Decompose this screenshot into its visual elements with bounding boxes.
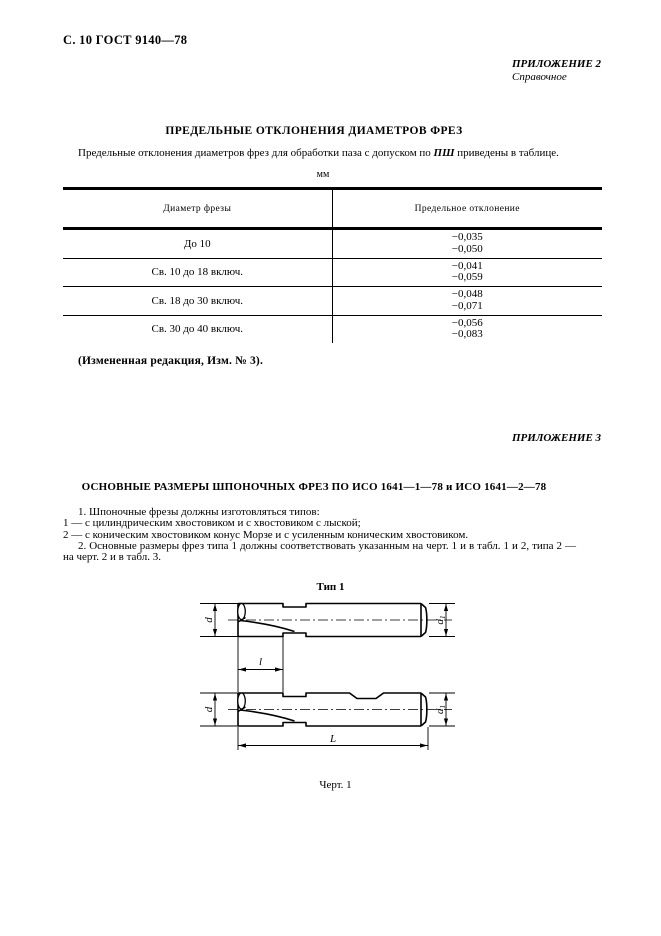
table-header-deviation: Предельное отклонение: [332, 189, 602, 229]
section1-title: ПРЕДЕЛЬНЫЕ ОТКЛОНЕНИЯ ДИАМЕТРОВ ФРЕЗ: [165, 125, 463, 137]
intro-text-after: приведены в таблице.: [454, 147, 559, 159]
deviation-lower: −0,083: [451, 328, 483, 341]
table-row: [63, 287, 602, 316]
deviation-lower: −0,050: [451, 242, 483, 255]
dim-label-d1-top: d1: [434, 615, 447, 625]
appendix-2-block: [512, 58, 601, 84]
section2-title: ОСНОВНЫЕ РАЗМЕРЫ ШПОНОЧНЫХ ФРЕЗ ПО ИСО 1641—1—78 и ИСО 1641—2—78: [81, 481, 547, 493]
list-line: 2 — с коническим хвостовиком конус Морзе и с усиленным коническим хвостовиком.: [63, 528, 469, 541]
table-header-diameter: Диаметр фрезы: [63, 189, 332, 229]
cell-diameter: Св. 30 до 40 включ.: [63, 315, 332, 343]
list-line: 1. Шпоночные фрезы должны изготовляться типов:: [78, 506, 320, 518]
revision-note: (Измененная редакция, Изм. № 3).: [78, 355, 264, 367]
appendix-2-subtitle: Справочное: [512, 71, 567, 83]
dim-label-d-bottom: d: [203, 706, 215, 713]
cell-deviation: [332, 287, 602, 316]
dim-label-l: l: [258, 656, 263, 668]
appendix-3-block: [512, 432, 601, 445]
table-row: [63, 229, 602, 259]
intro-tolerance-code: ПШ: [433, 147, 455, 159]
cell-diameter: Св. 10 до 18 включ.: [63, 258, 332, 287]
figure-type-label: Тип 1: [316, 581, 345, 593]
cell-deviation: [332, 315, 602, 343]
cell-deviation: [332, 258, 602, 287]
appendix-3-title: ПРИЛОЖЕНИЕ 3: [512, 432, 602, 444]
deviation-lower: −0,071: [451, 299, 483, 312]
deviation-upper: −0,048: [451, 288, 483, 301]
table-row: [63, 315, 602, 343]
table-header-row: [63, 189, 602, 229]
end-tooth-lens-top: [238, 604, 246, 620]
intro-text-before: Предельные отклонения диаметров фрез для обработки паза с допуском по: [78, 147, 434, 159]
end-tooth-lens-bottom: [238, 693, 246, 709]
page-number-gost-header: С. 10 ГОСТ 9140—78: [63, 33, 188, 47]
deviation-lower: −0,059: [451, 271, 483, 284]
figure-caption: Черт. 1: [319, 779, 352, 791]
cell-diameter: До 10: [63, 229, 332, 259]
cutter-technical-drawing: [198, 598, 460, 754]
dim-label-L: L: [329, 733, 337, 745]
appendix-2-title: ПРИЛОЖЕНИЕ 2: [512, 58, 602, 70]
list-line: на черт. 2 и в табл. 3.: [63, 551, 161, 564]
dim-label-d1-bottom: d1: [434, 704, 447, 715]
intro-paragraph: [63, 147, 577, 159]
deviation-upper: −0,035: [451, 231, 483, 244]
cell-deviation: [332, 229, 602, 259]
list-line: 1 — с цилиндрическим хвостовиком и с хвостовиком с лыской;: [63, 517, 361, 530]
list-line: 2. Основные размеры фрез типа 1 должны соответствовать указанным на черт. 1 и в табл. 1 и 2, типа 2 —: [78, 539, 576, 552]
dim-label-d-top: d: [203, 617, 215, 623]
table-row: [63, 258, 602, 287]
section2-paragraphs: [63, 507, 576, 563]
cell-diameter: Св. 18 до 30 включ.: [63, 287, 332, 316]
deviation-upper: −0,041: [451, 259, 483, 272]
deviation-table: [63, 187, 602, 343]
table-units-label: мм: [316, 169, 330, 180]
deviation-upper: −0,056: [451, 316, 483, 329]
